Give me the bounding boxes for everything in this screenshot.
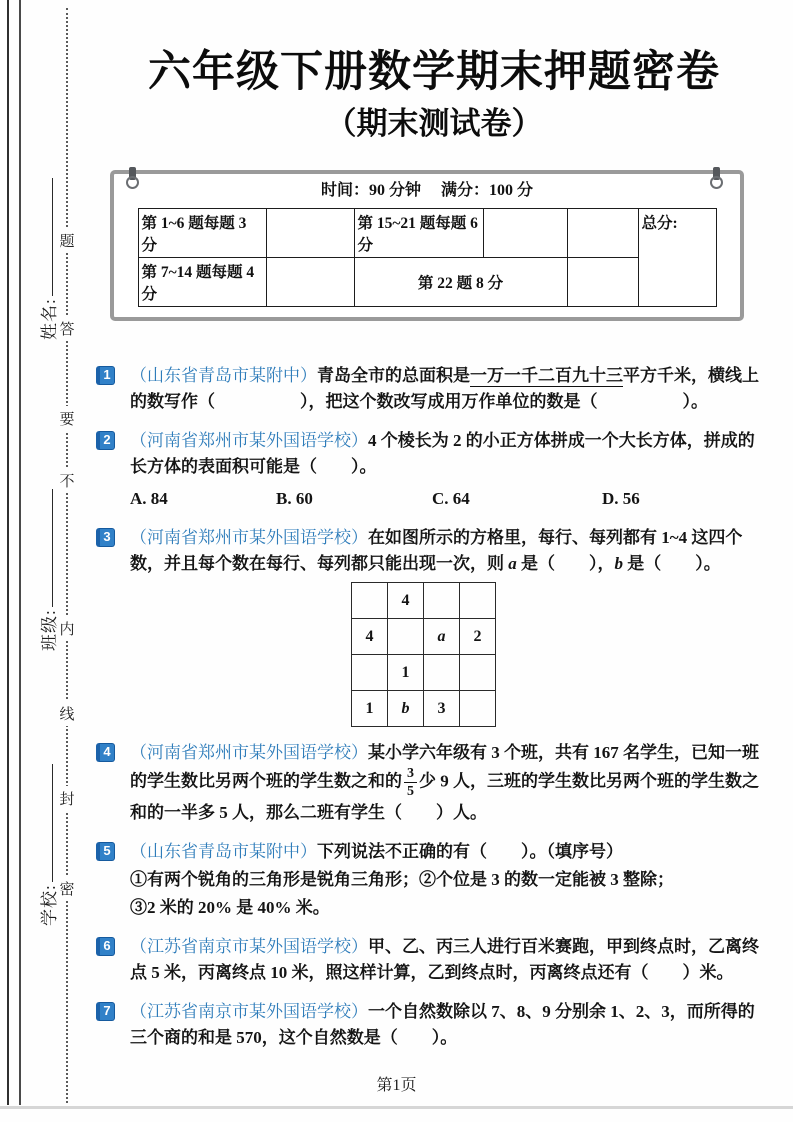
grid-cell: 1 <box>388 655 424 691</box>
question-text: 是（ ）， <box>516 554 615 573</box>
pushpin-icon <box>126 167 138 189</box>
score-cell-blank <box>266 258 354 307</box>
time-fullscore-text: 时间：90 分钟 满分：100 分 <box>320 182 533 199</box>
grid-cell <box>460 583 496 619</box>
number-grid <box>351 582 496 727</box>
option-d: D. 56 <box>602 489 640 508</box>
question-source: （河南省郑州市某外国语学校） <box>130 528 368 547</box>
grid-cell <box>424 655 460 691</box>
question-4 <box>96 740 770 826</box>
name-field <box>32 150 62 340</box>
fraction-three-fifths <box>404 766 417 800</box>
grid-cell <box>388 619 424 655</box>
school-label: 学校: <box>39 884 59 926</box>
question-list <box>96 363 772 1051</box>
question-source: （山东省青岛市某附中） <box>130 841 317 861</box>
question-1 <box>96 363 770 415</box>
question-text: 4 个棱长为 2 的小正方体拼成一个大长方体，拼成的长方体的表面积可能是（ ）。 <box>130 431 755 476</box>
question-source: （江苏省南京市某外国语学校） <box>130 936 368 956</box>
class-blank-line <box>41 489 53 607</box>
grid-cell-a: a <box>424 619 460 655</box>
score-cell-label: 第 1~6 题每题 3 分 <box>138 209 266 258</box>
score-cell-label: 第 15~21 题每题 6 分 <box>354 209 483 258</box>
total-score-cell: 总分: <box>638 209 716 307</box>
statement-item-3: ③2 米的 20% 是 40% 米。 <box>130 897 330 917</box>
choice-options <box>130 486 770 512</box>
grid-cell: 2 <box>460 619 496 655</box>
pushpin-icon <box>710 167 722 189</box>
question-2-number-badge: 2 <box>96 431 115 450</box>
page-subtitle: （期末测试卷） <box>325 106 543 141</box>
grid-cell-b: b <box>388 691 424 727</box>
seal-char: 封 <box>57 786 77 811</box>
fraction-denominator: 5 <box>407 784 414 800</box>
question-source: （河南省郑州市某外国语学校） <box>130 743 368 762</box>
seal-char: 内 <box>57 616 77 641</box>
question-5 <box>96 839 770 921</box>
score-cell-blank <box>567 209 638 258</box>
question-text: 平方千米，横线上的数写作（ ），把这个数改写成用万作单位的数是（ ）。 <box>130 366 759 411</box>
question-text: 在如图所示的方格里，每行、每列都有 1~4 这四个数，并且每个数在每行、每列都只能出现一次，则 <box>130 528 743 573</box>
class-label: 班级: <box>39 609 59 651</box>
score-cell-label: 第 7~14 题每题 4 分 <box>138 258 266 307</box>
school-blank-line <box>41 764 53 882</box>
seal-char: 题 <box>57 228 77 253</box>
seal-char: 线 <box>57 701 77 726</box>
option-c: C. 64 <box>432 489 470 508</box>
score-cell-blank <box>483 209 567 258</box>
page-edge-line-inner <box>19 0 21 1105</box>
question-2 <box>96 428 770 512</box>
question-source: （山东省青岛市某附中） <box>130 366 317 385</box>
question-source: （江苏省南京市某外国语学校） <box>130 1001 368 1021</box>
score-table <box>138 208 717 307</box>
score-table-row <box>138 258 716 307</box>
grid-cell <box>352 655 388 691</box>
grid-cell: 1 <box>352 691 388 727</box>
seal-dotted-line <box>66 8 68 1103</box>
option-b: B. 60 <box>276 489 313 508</box>
fraction-numerator: 3 <box>404 766 417 783</box>
option-a: A. 84 <box>130 489 168 508</box>
bottom-edge-line <box>0 1106 793 1109</box>
question-7 <box>96 999 770 1051</box>
question-text: 是（ ）。 <box>623 554 721 573</box>
score-cell-blank <box>266 209 354 258</box>
seal-char: 要 <box>57 406 77 431</box>
grid-row <box>352 619 496 655</box>
score-board <box>110 170 744 321</box>
main-content <box>96 44 772 1064</box>
question-1-number-badge: 1 <box>96 366 115 385</box>
question-6 <box>96 934 770 986</box>
score-cell-label: 第 22 题 8 分 <box>354 258 567 307</box>
name-label: 姓名: <box>39 298 59 340</box>
score-cell-blank <box>567 258 638 307</box>
seal-char: 密 <box>57 876 77 901</box>
question-text: 下列说法不正确的有（ ）。（填序号） <box>317 841 623 861</box>
school-field <box>32 736 62 926</box>
question-5-number-badge: 5 <box>96 842 115 861</box>
question-text: 某小学六年级有 3 个班，共有 167 名学生，已知一班的学生数比另两个班的学生数之和的 <box>130 743 759 791</box>
seal-char: 不 <box>57 468 77 493</box>
question-6-number-badge: 6 <box>96 937 115 956</box>
page-title: 六年级下册数学期末押题密卷 <box>148 48 720 96</box>
grid-cell <box>352 583 388 619</box>
name-blank-line <box>41 178 53 296</box>
class-field <box>32 461 62 651</box>
question-text: 少 9 人，三班的学生数比另两个班的学生数之和的一半多 5 人，那么二班有学生（ ）人。 <box>130 771 759 822</box>
grid-row <box>352 691 496 727</box>
underlined-number-text: 一万一千二百九十三 <box>470 366 623 385</box>
question-3 <box>96 525 770 727</box>
statement-items-1-2: ①有两个锐角的三角形是锐角三角形；②个位是 3 的数一定能被 3 整除； <box>130 869 674 889</box>
question-source: （河南省郑州市某外国语学校） <box>130 431 368 450</box>
grid-cell <box>424 583 460 619</box>
grid-cell <box>460 655 496 691</box>
score-table-row <box>138 209 716 258</box>
page-number: 第1页 <box>376 1077 417 1094</box>
page-edge-line-outer <box>7 0 9 1105</box>
question-text: 青岛全市的总面积是 <box>317 366 470 385</box>
variable-b: b <box>614 554 623 573</box>
grid-cell: 3 <box>424 691 460 727</box>
question-3-number-badge: 3 <box>96 528 115 547</box>
question-4-number-badge: 4 <box>96 743 115 762</box>
seal-char: 答 <box>57 316 77 341</box>
question-text: 一个自然数除以 7、8、9 分别余 1、2、3，而所得的三个商的和是 570，这个自然数是（ ）。 <box>130 1001 755 1047</box>
variable-a: a <box>508 554 517 573</box>
grid-cell: 4 <box>352 619 388 655</box>
grid-cell: 4 <box>388 583 424 619</box>
grid-row <box>352 583 496 619</box>
question-7-number-badge: 7 <box>96 1002 115 1021</box>
grid-cell <box>460 691 496 727</box>
grid-row <box>352 655 496 691</box>
question-text: 甲、乙、丙三人进行百米赛跑，甲到终点时，乙离终点 5 米，丙离终点 10 米，照这样计算，乙到终点时，丙离终点还有（ ）米。 <box>130 936 759 982</box>
